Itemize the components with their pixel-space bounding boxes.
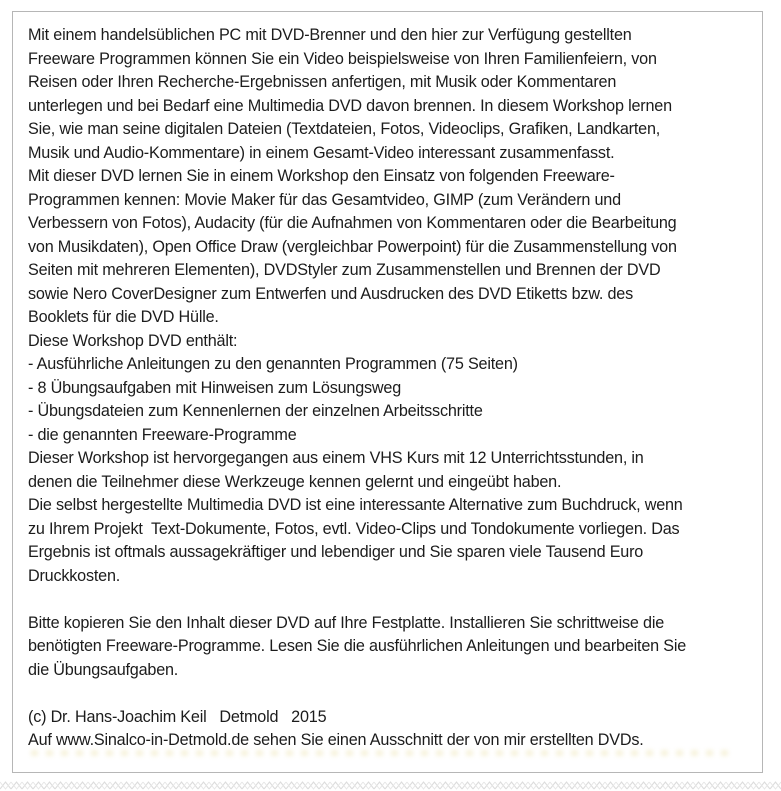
text-line: Mit einem handelsüblichen PC mit DVD-Brenner und den hier zur Verfügung gestellten	[28, 26, 632, 44]
text-line: Musik und Audio-Kommentare) in einem Gesamt-Video interessant zusammenfasst.	[28, 143, 615, 162]
text-line: Druckkosten.	[28, 566, 121, 585]
text-line: unterlegen und bei Bedarf eine Multimedia DVD davon brennen. In diesem Workshop lernen	[28, 96, 672, 115]
text-line: Booklets für die DVD Hülle.	[28, 308, 219, 326]
text-line: Freeware Programmen können Sie ein Video beispielsweise von Ihren Familienfeiern, von	[28, 49, 657, 68]
text-line: - Übungsdateien zum Kennenlernen der einzelnen Arbeitsschritte	[28, 402, 483, 420]
text-line: benötigten Freeware-Programme. Lesen Sie die ausführlichen Anleitungen und bearbeiten Sie	[28, 637, 687, 655]
text-line: Verbessern von Fotos), Audacity (für die Aufnahmen von Kommentaren oder die Bearbeitung	[28, 214, 677, 232]
text-line: Auf www.Sinalco-in-Detmold.de sehen Sie einen Ausschnitt der von mir erstellten DVDs.	[28, 731, 644, 749]
text-line: Reisen oder Ihren Recherche-Ergebnissen anfertigen, mit Musik oder Kommentaren	[28, 73, 617, 91]
text-line	[28, 588, 752, 612]
text-line: Mit dieser DVD lernen Sie in einem Workshop den Einsatz von folgenden Freeware-	[28, 167, 615, 185]
torn-edge-zigzag-icon	[0, 780, 781, 791]
text-line: Bitte kopieren Sie den Inhalt dieser DVD auf Ihre Festplatte. Installieren Sie schrittweise die	[28, 613, 665, 632]
text-line: Die selbst hergestellte Multimedia DVD ist eine interessante Alternative zum Buchdruck, wenn	[28, 496, 683, 514]
text-lines-container	[28, 24, 752, 762]
text-line: von Musikdaten), Open Office Draw (vergleichbar Powerpoint) für die Zusammenstellung von	[28, 237, 677, 256]
text-line	[28, 682, 752, 706]
text-line: (c) Dr. Hans-Joachim Keil Detmold 2015	[28, 707, 327, 726]
text-line: - Ausführliche Anleitungen zu den genannten Programmen (75 Seiten)	[28, 355, 518, 373]
text-line: Diese Workshop DVD enthält:	[28, 331, 238, 350]
text-line: zu Ihrem Projekt Text-Dokumente, Fotos, evtl. Video-Clips und Tondokumente vorliegen. Das	[28, 519, 680, 538]
text-line: Ergebnis ist oftmals aussagekräftiger und lebendiger und Sie sparen viele Tausend Euro	[28, 543, 644, 561]
text-line: denen die Teilnehmer diese Werkzeuge kennen gelernt und eingeübt haben.	[28, 472, 562, 491]
text-line: Dieser Workshop ist hervorgegangen aus einem VHS Kurs mit 12 Unterrichtsstunden, in	[28, 449, 644, 467]
text-line: die Übungsaufgaben.	[28, 660, 179, 679]
text-line: Seiten mit mehreren Elementen), DVDStyler zum Zusammenstellen und Brennen der DVD	[28, 261, 661, 279]
text-line: - 8 Übungsaufgaben mit Hinweisen zum Lösungsweg	[28, 378, 402, 397]
text-line: sowie Nero CoverDesigner zum Entwerfen und Ausdrucken des DVD Etiketts bzw. des	[28, 284, 634, 303]
text-line: Sie, wie man seine digitalen Dateien (Textdateien, Fotos, Videoclips, Grafiken, Landkarten,	[28, 120, 661, 138]
document-page	[12, 11, 763, 773]
text-line: - die genannten Freeware-Programme	[28, 425, 297, 444]
text-line: Programmen kennen: Movie Maker für das Gesamtvideo, GIMP (zum Verändern und	[28, 190, 621, 209]
